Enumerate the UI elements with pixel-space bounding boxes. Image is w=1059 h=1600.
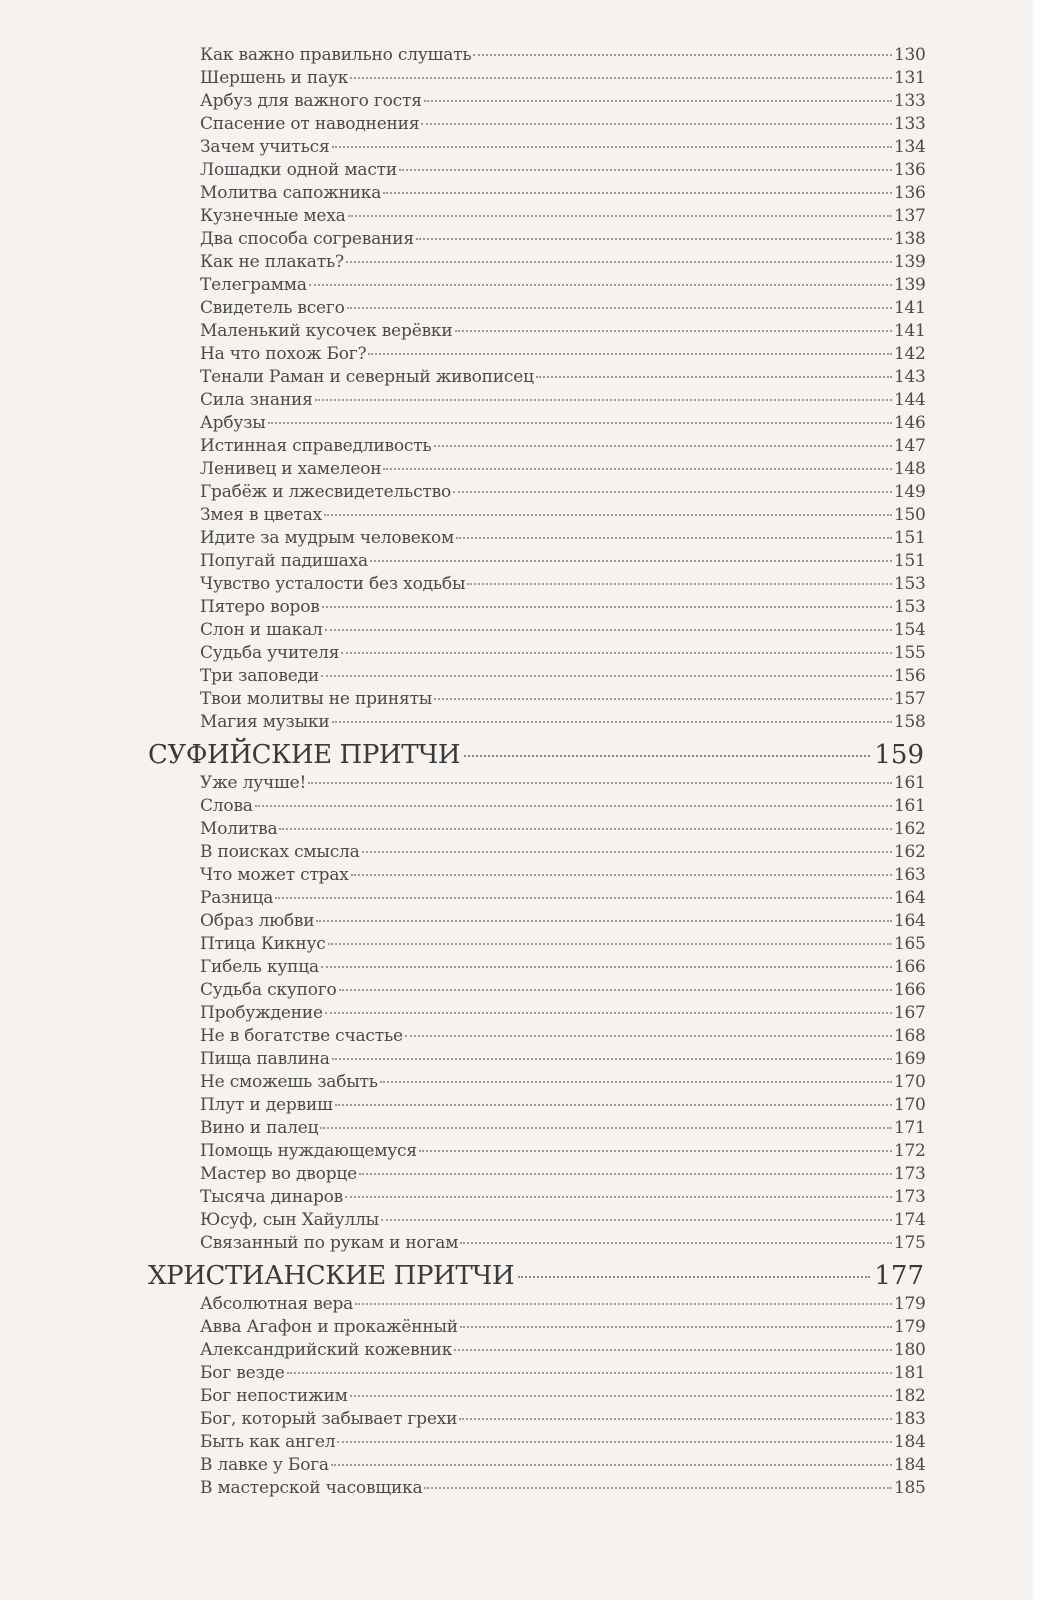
entry-title: Спасение от наводнения <box>200 114 420 134</box>
toc-entry <box>200 1186 924 1209</box>
toc-entry <box>200 1454 924 1477</box>
dot-leader <box>350 77 892 79</box>
entry-title: Маленький кусочек верёвки <box>200 321 453 341</box>
dot-leader <box>332 721 893 723</box>
entry-page-number: 166 <box>894 980 926 1000</box>
table-of-contents <box>148 44 926 1500</box>
entry-page-number: 153 <box>894 597 926 617</box>
toc-entry <box>200 1002 924 1025</box>
toc-entry <box>200 1408 924 1431</box>
entry-page-number: 171 <box>894 1118 926 1138</box>
dot-leader <box>309 284 892 286</box>
entry-title: Гибель купца <box>200 957 319 977</box>
dot-leader <box>460 1326 892 1328</box>
entry-title: Пища павлина <box>200 1049 330 1069</box>
dot-leader <box>368 353 892 355</box>
entry-title: Молитва сапожника <box>200 183 382 203</box>
toc-entry <box>200 320 924 343</box>
dot-leader <box>383 192 892 194</box>
toc-entry <box>200 458 924 481</box>
entry-page-number: 144 <box>894 390 926 410</box>
entry-title: Уже лучше! <box>200 773 307 793</box>
entry-page-number: 182 <box>894 1386 926 1406</box>
entry-page-number: 172 <box>894 1141 926 1161</box>
toc-entry <box>200 136 924 159</box>
entry-page-number: 151 <box>894 528 926 548</box>
dot-leader <box>275 897 892 899</box>
toc-entry <box>200 251 924 274</box>
entry-title: Слон и шакал <box>200 620 323 640</box>
toc-entry <box>200 979 924 1002</box>
dot-leader <box>287 1372 892 1374</box>
toc-entry <box>200 550 924 573</box>
entry-page-number: 158 <box>894 712 926 732</box>
entry-title: Бог, который забывает грехи <box>200 1409 458 1429</box>
dot-leader <box>279 828 892 830</box>
toc-entry <box>200 113 924 136</box>
entry-title: Судьба учителя <box>200 643 340 663</box>
entry-page-number: 154 <box>894 620 926 640</box>
entry-title: Твои молитвы не приняты <box>200 689 433 709</box>
toc-entry <box>200 688 924 711</box>
entry-page-number: 142 <box>894 344 926 364</box>
entry-page-number: 143 <box>894 367 926 387</box>
section-title: ХРИСТИАНСКИЕ ПРИТЧИ <box>148 1261 515 1291</box>
toc-entry <box>200 527 924 550</box>
dot-leader <box>347 307 892 309</box>
toc-entry <box>200 711 924 734</box>
dot-leader <box>341 652 892 654</box>
entry-page-number: 131 <box>894 68 926 88</box>
dot-leader <box>460 1242 892 1244</box>
entry-title: Арбузы <box>200 413 266 433</box>
entry-title: Грабёж и лжесвидетельство <box>200 482 452 502</box>
entry-title: Попугай падишаха <box>200 551 368 571</box>
entry-title: Как важно правильно слушать <box>200 45 472 65</box>
dot-leader <box>434 698 892 700</box>
entry-title: В лавке у Бога <box>200 1455 329 1475</box>
dot-leader <box>321 675 892 677</box>
toc-entry <box>200 1117 924 1140</box>
entry-title: Зачем учиться <box>200 137 330 157</box>
entry-title: Лошадки одной масти <box>200 160 398 180</box>
entry-page-number: 175 <box>894 1233 926 1253</box>
dot-leader <box>473 54 892 56</box>
toc-entry <box>200 1232 924 1255</box>
toc-entry <box>200 1293 924 1316</box>
toc-entry <box>200 818 924 841</box>
entry-page-number: 170 <box>894 1072 926 1092</box>
entry-page-number: 163 <box>894 865 926 885</box>
entry-page-number: 138 <box>894 229 926 249</box>
entry-title: Магия музыки <box>200 712 330 732</box>
entry-title: Тенали Раман и северный живописец <box>200 367 534 387</box>
entry-page-number: 136 <box>894 183 926 203</box>
entry-title: Свидетель всего <box>200 298 345 318</box>
dot-leader <box>536 376 892 378</box>
entry-page-number: 161 <box>894 796 926 816</box>
toc-entry <box>200 1094 924 1117</box>
dot-leader <box>380 1081 892 1083</box>
entry-title: Кузнечные меха <box>200 206 346 226</box>
entry-page-number: 168 <box>894 1026 926 1046</box>
section-page-number: 159 <box>874 740 924 770</box>
dot-leader <box>321 966 892 968</box>
entry-title: Пробуждение <box>200 1003 323 1023</box>
entry-page-number: 185 <box>894 1478 926 1498</box>
entry-page-number: 181 <box>894 1363 926 1383</box>
entry-page-number: 155 <box>894 643 926 663</box>
toc-entry <box>200 412 924 435</box>
entry-title: Плут и дервиш <box>200 1095 333 1115</box>
entry-title: Мастер во дворце <box>200 1164 357 1184</box>
entry-title: В мастерской часовщика <box>200 1478 423 1498</box>
entry-page-number: 173 <box>894 1187 926 1207</box>
toc-section-heading <box>148 1259 924 1293</box>
dot-leader <box>467 583 892 585</box>
dot-leader <box>370 560 892 562</box>
dot-leader <box>351 874 892 876</box>
entry-page-number: 151 <box>894 551 926 571</box>
entry-page-number: 179 <box>894 1294 926 1314</box>
entry-page-number: 166 <box>894 957 926 977</box>
toc-entry <box>200 619 924 642</box>
entry-page-number: 165 <box>894 934 926 954</box>
entry-page-number: 184 <box>894 1455 926 1475</box>
toc-entry <box>200 642 924 665</box>
toc-entry <box>200 1385 924 1408</box>
dot-leader <box>332 1058 892 1060</box>
entry-page-number: 183 <box>894 1409 926 1429</box>
toc-entry <box>200 182 924 205</box>
toc-entry <box>200 933 924 956</box>
entry-page-number: 146 <box>894 413 926 433</box>
toc-section-heading <box>148 738 924 772</box>
dot-leader <box>331 1464 892 1466</box>
entry-page-number: 149 <box>894 482 926 502</box>
dot-leader <box>453 491 892 493</box>
toc-entry <box>200 1362 924 1385</box>
dot-leader <box>383 468 892 470</box>
dot-leader <box>421 123 892 125</box>
entry-title: Образ любви <box>200 911 315 931</box>
dot-leader <box>315 399 892 401</box>
entry-page-number: 161 <box>894 773 926 793</box>
entry-page-number: 179 <box>894 1317 926 1337</box>
dot-leader <box>316 920 892 922</box>
entry-page-number: 173 <box>894 1164 926 1184</box>
entry-title: Шершень и паук <box>200 68 349 88</box>
entry-title: Слова <box>200 796 253 816</box>
entry-title: Ленивец и хамелеон <box>200 459 382 479</box>
dot-leader <box>350 1395 892 1397</box>
entry-page-number: 139 <box>894 252 926 272</box>
dot-leader <box>381 1219 892 1221</box>
entry-title: Идите за мудрым человеком <box>200 528 455 548</box>
entry-title: Истинная справедливость <box>200 436 432 456</box>
toc-entry <box>200 274 924 297</box>
entry-page-number: 174 <box>894 1210 926 1230</box>
entry-page-number: 162 <box>894 842 926 862</box>
entry-title: Два способа согревания <box>200 229 414 249</box>
toc-entry <box>200 67 924 90</box>
entry-page-number: 134 <box>894 137 926 157</box>
entry-title: Вино и палец <box>200 1118 319 1138</box>
toc-entry <box>200 864 924 887</box>
dot-leader <box>322 606 892 608</box>
toc-entry <box>200 481 924 504</box>
dot-leader <box>346 261 892 263</box>
entry-title: Чувство усталости без ходьбы <box>200 574 466 594</box>
entry-page-number: 162 <box>894 819 926 839</box>
entry-title: Бог непостижим <box>200 1386 348 1406</box>
toc-entry <box>200 366 924 389</box>
entry-page-number: 133 <box>894 91 926 111</box>
dot-leader <box>405 1035 892 1037</box>
dot-leader <box>320 1127 892 1129</box>
entry-page-number: 180 <box>894 1340 926 1360</box>
entry-title: Юсуф, сын Хайуллы <box>200 1210 380 1230</box>
dot-leader <box>424 1487 892 1489</box>
toc-entry <box>200 596 924 619</box>
toc-entry <box>200 841 924 864</box>
dot-leader <box>345 1196 892 1198</box>
entry-page-number: 137 <box>894 206 926 226</box>
toc-entry <box>200 573 924 596</box>
toc-entry <box>200 228 924 251</box>
toc-entry <box>200 1140 924 1163</box>
dot-leader <box>308 782 892 784</box>
entry-title: Три заповеди <box>200 666 319 686</box>
toc-entry <box>200 1163 924 1186</box>
entry-page-number: 164 <box>894 888 926 908</box>
toc-entry <box>200 389 924 412</box>
entry-title: Разница <box>200 888 274 908</box>
dot-leader <box>456 537 892 539</box>
toc-entry <box>200 297 924 320</box>
dot-leader <box>419 1150 892 1152</box>
entry-page-number: 136 <box>894 160 926 180</box>
entry-title: На что похож Бог? <box>200 344 367 364</box>
entry-page-number: 150 <box>894 505 926 525</box>
entry-title: Не сможешь забыть <box>200 1072 378 1092</box>
entry-title: Быть как ангел <box>200 1432 336 1452</box>
toc-entry <box>200 795 924 818</box>
entry-title: Тысяча динаров <box>200 1187 344 1207</box>
toc-entry <box>200 887 924 910</box>
entry-page-number: 184 <box>894 1432 926 1452</box>
entry-title: Связанный по рукам и ногам <box>200 1233 459 1253</box>
entry-page-number: 170 <box>894 1095 926 1115</box>
toc-entry <box>200 44 924 67</box>
entry-page-number: 164 <box>894 911 926 931</box>
dot-leader <box>335 1104 892 1106</box>
toc-entry <box>200 1209 924 1232</box>
dot-leader <box>399 169 892 171</box>
entry-page-number: 156 <box>894 666 926 686</box>
toc-entry <box>200 1316 924 1339</box>
entry-title: Пятеро воров <box>200 597 320 617</box>
dot-leader <box>424 100 892 102</box>
dot-leader <box>518 1276 870 1278</box>
entry-title: Змея в цветах <box>200 505 323 525</box>
entry-page-number: 133 <box>894 114 926 134</box>
toc-entry <box>200 159 924 182</box>
toc-entry <box>200 1025 924 1048</box>
entry-page-number: 139 <box>894 275 926 295</box>
toc-entry <box>200 343 924 366</box>
entry-title: Что может страх <box>200 865 349 885</box>
dot-leader <box>255 805 892 807</box>
entry-page-number: 147 <box>894 436 926 456</box>
entry-page-number: 153 <box>894 574 926 594</box>
entry-title: Молитва <box>200 819 278 839</box>
entry-page-number: 141 <box>894 321 926 341</box>
dot-leader <box>464 755 870 757</box>
toc-entry <box>200 910 924 933</box>
entry-title: Абсолютная вера <box>200 1294 354 1314</box>
toc-entry <box>200 504 924 527</box>
dot-leader <box>328 943 892 945</box>
entry-page-number: 141 <box>894 298 926 318</box>
dot-leader <box>434 445 893 447</box>
toc-entry <box>200 1071 924 1094</box>
toc-entry <box>200 1048 924 1071</box>
entry-title: Помощь нуждающемуся <box>200 1141 417 1161</box>
entry-title: Александрийский кожевник <box>200 1340 453 1360</box>
dot-leader <box>325 1012 892 1014</box>
section-title: СУФИЙСКИЕ ПРИТЧИ <box>148 740 461 770</box>
dot-leader <box>362 851 892 853</box>
dot-leader <box>355 1303 892 1305</box>
toc-entry <box>200 1339 924 1362</box>
toc-entry <box>200 956 924 979</box>
toc-entry <box>200 205 924 228</box>
entry-title: Арбуз для важного гостя <box>200 91 422 111</box>
entry-title: Авва Агафон и прокажённый <box>200 1317 458 1337</box>
entry-page-number: 130 <box>894 45 926 65</box>
entry-title: Телеграмма <box>200 275 307 295</box>
dot-leader <box>416 238 892 240</box>
dot-leader <box>454 1349 892 1351</box>
dot-leader <box>459 1418 892 1420</box>
dot-leader <box>348 215 892 217</box>
dot-leader <box>455 330 893 332</box>
entry-title: Как не плакать? <box>200 252 344 272</box>
toc-entry <box>200 772 924 795</box>
entry-page-number: 148 <box>894 459 926 479</box>
entry-page-number: 167 <box>894 1003 926 1023</box>
dot-leader <box>268 422 892 424</box>
entry-title: Судьба скупого <box>200 980 337 1000</box>
dot-leader <box>337 1441 892 1443</box>
entry-title: Не в богатстве счастье <box>200 1026 403 1046</box>
dot-leader <box>325 629 892 631</box>
entry-page-number: 169 <box>894 1049 926 1069</box>
entry-title: Бог везде <box>200 1363 285 1383</box>
toc-entry <box>200 665 924 688</box>
dot-leader <box>339 989 892 991</box>
dot-leader <box>332 146 892 148</box>
entry-title: В поисках смысла <box>200 842 360 862</box>
dot-leader <box>324 514 892 516</box>
toc-entry <box>200 1477 924 1500</box>
entry-page-number: 157 <box>894 689 926 709</box>
toc-entry <box>200 90 924 113</box>
toc-entry <box>200 1431 924 1454</box>
entry-title: Сила знания <box>200 390 313 410</box>
toc-entry <box>200 435 924 458</box>
dot-leader <box>359 1173 892 1175</box>
section-page-number: 177 <box>874 1261 924 1291</box>
entry-title: Птица Кикнус <box>200 934 326 954</box>
